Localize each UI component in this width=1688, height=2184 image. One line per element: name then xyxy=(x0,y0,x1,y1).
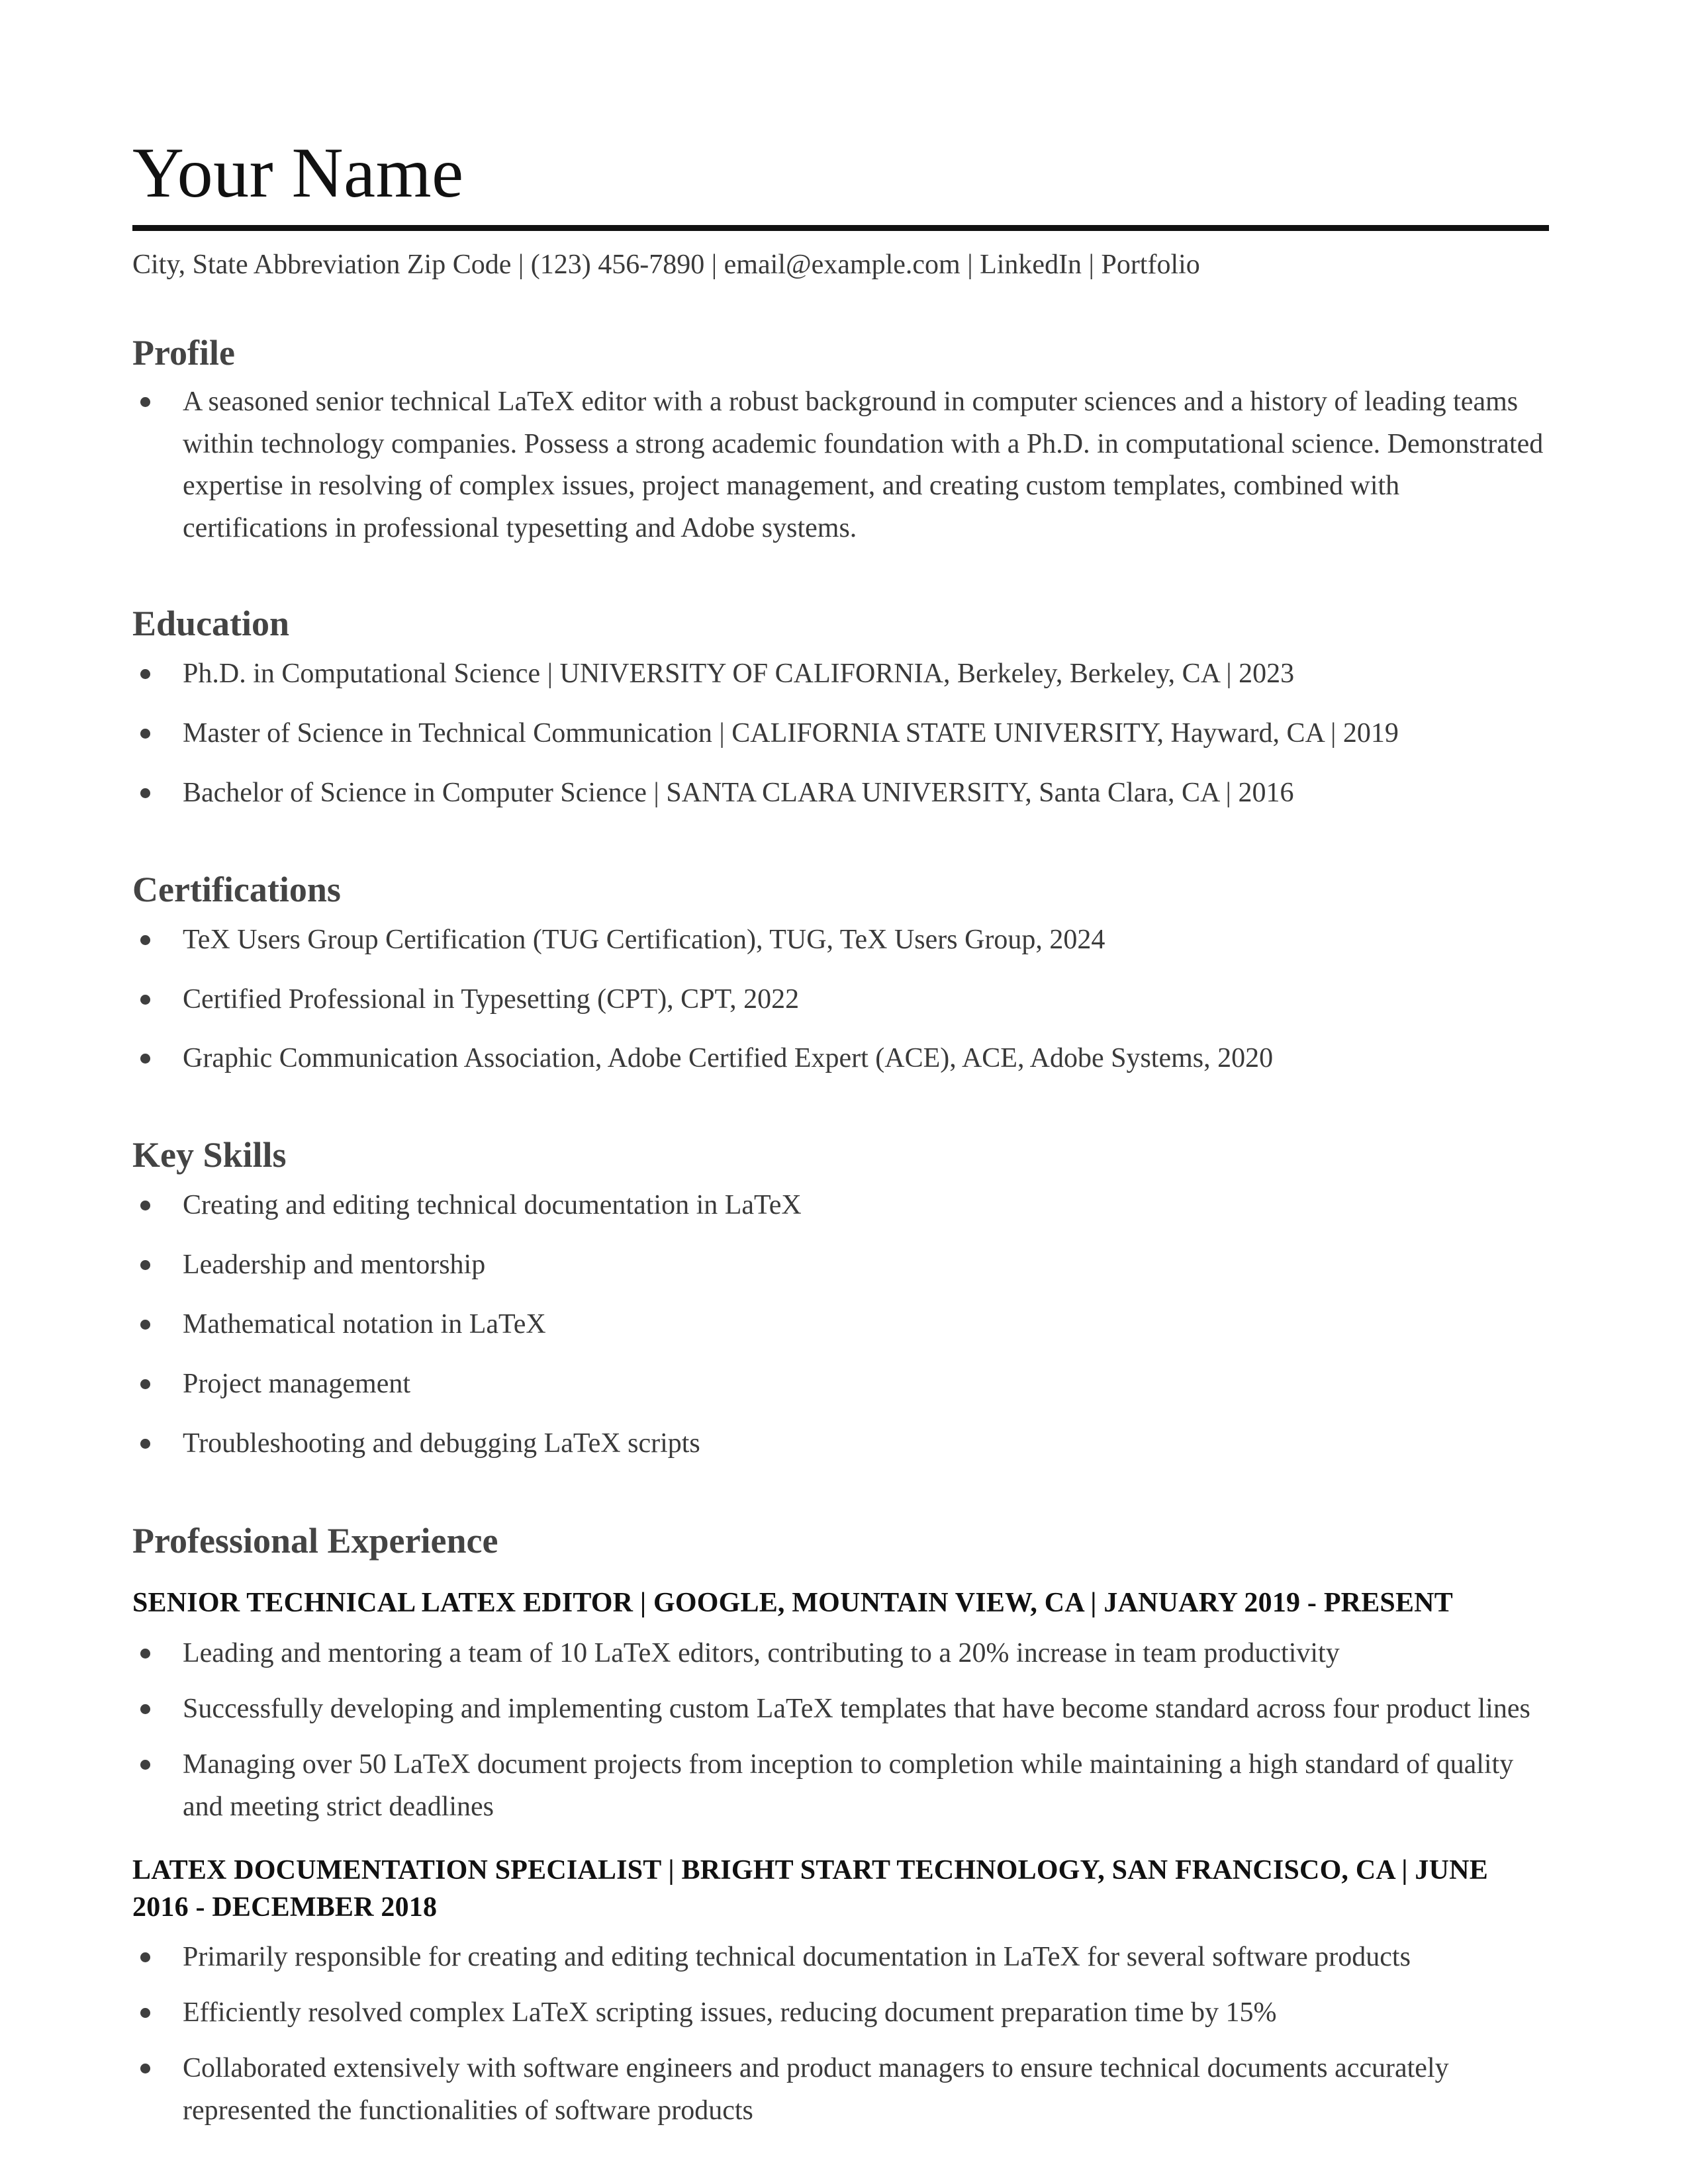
list-item: Creating and editing technical documentation in LaTeX xyxy=(132,1185,1549,1227)
section-heading-certifications: Certifications xyxy=(132,869,341,909)
section-certifications xyxy=(132,869,1549,1081)
list-item: Collaborated extensively with software engineers and product managers to ensure technical documents accurately represented the functionalities of software products xyxy=(132,2048,1549,2132)
experience-entry xyxy=(132,1585,1549,1828)
list-item: Ph.D. in Computational Science | UNIVERSITY OF CALIFORNIA, Berkeley, Berkeley, CA | 2023 xyxy=(132,653,1549,696)
section-heading-profile: Profile xyxy=(132,332,235,373)
section-heading-key-skills: Key Skills xyxy=(132,1135,287,1175)
list-item: Bachelor of Science in Computer Science | SANTA CLARA UNIVERSITY, Santa Clara, CA | 2016 xyxy=(132,772,1549,815)
job-bullets xyxy=(132,1633,1549,1828)
resume-content xyxy=(132,0,1549,2132)
job-header: LATEX DOCUMENTATION SPECIALIST | BRIGHT START TECHNOLOGY, SAN FRANCISCO, CA | JUNE 2016 - DECEMBER 2018 xyxy=(132,1854,1488,1923)
section-professional-experience xyxy=(132,1520,1549,2132)
list-item: Leading and mentoring a team of 10 LaTeX editors, contributing to a 20% increase in team productivity xyxy=(132,1633,1549,1675)
list-item: Successfully developing and implementing custom LaTeX templates that have become standard across four product lines xyxy=(132,1688,1549,1731)
list-item: Leadership and mentorship xyxy=(132,1244,1549,1287)
candidate-name: Your Name xyxy=(132,134,464,212)
education-list xyxy=(132,653,1549,814)
list-item: Troubleshooting and debugging LaTeX scripts xyxy=(132,1423,1549,1465)
header-divider xyxy=(132,225,1549,231)
section-heading-education: Education xyxy=(132,604,290,643)
list-item: Managing over 50 LaTeX document projects from inception to completion while maintaining a high standard of quality and meeting strict deadlines xyxy=(132,1744,1549,1829)
contact-line: City, State Abbreviation Zip Code | (123) 456-7890 | email@example.com | LinkedIn | Portfolio xyxy=(132,250,1200,280)
list-item: Master of Science in Technical Communication | CALIFORNIA STATE UNIVERSITY, Hayward, CA | 2019 xyxy=(132,713,1549,755)
section-heading-professional-experience: Professional Experience xyxy=(132,1521,498,1561)
key-skills-list xyxy=(132,1185,1549,1465)
resume-header xyxy=(132,0,1549,283)
section-profile xyxy=(132,332,1549,550)
list-item: Graphic Communication Association, Adobe Certified Expert (ACE), ACE, Adobe Systems, 2020 xyxy=(132,1038,1549,1080)
list-item: Project management xyxy=(132,1363,1549,1406)
list-item: Primarily responsible for creating and editing technical documentation in LaTeX for several software products xyxy=(132,1936,1549,1979)
experience-entry xyxy=(132,1852,1549,2132)
certifications-list xyxy=(132,919,1549,1080)
section-key-skills xyxy=(132,1134,1549,1465)
job-header: SENIOR TECHNICAL LATEX EDITOR | GOOGLE, MOUNTAIN VIEW, CA | JANUARY 2019 - PRESENT xyxy=(132,1588,1453,1619)
job-bullets xyxy=(132,1936,1549,2132)
list-item: Efficiently resolved complex LaTeX scripting issues, reducing document preparation time by 15% xyxy=(132,1992,1549,2034)
list-item: A seasoned senior technical LaTeX editor with a robust background in computer sciences and a history of leading teams within technology companies. Possess a strong academic foundation with a Ph.D. in computational science. Demonstrated expertise in resolving of complex issues, project management, and creating custom templates, combined with certifications in professional typesetting and Adobe systems. xyxy=(132,381,1549,550)
list-item: Mathematical notation in LaTeX xyxy=(132,1304,1549,1346)
list-item: TeX Users Group Certification (TUG Certification), TUG, TeX Users Group, 2024 xyxy=(132,919,1549,962)
profile-list xyxy=(132,381,1549,550)
list-item: Certified Professional in Typesetting (CPT), CPT, 2022 xyxy=(132,979,1549,1021)
section-education xyxy=(132,603,1549,815)
